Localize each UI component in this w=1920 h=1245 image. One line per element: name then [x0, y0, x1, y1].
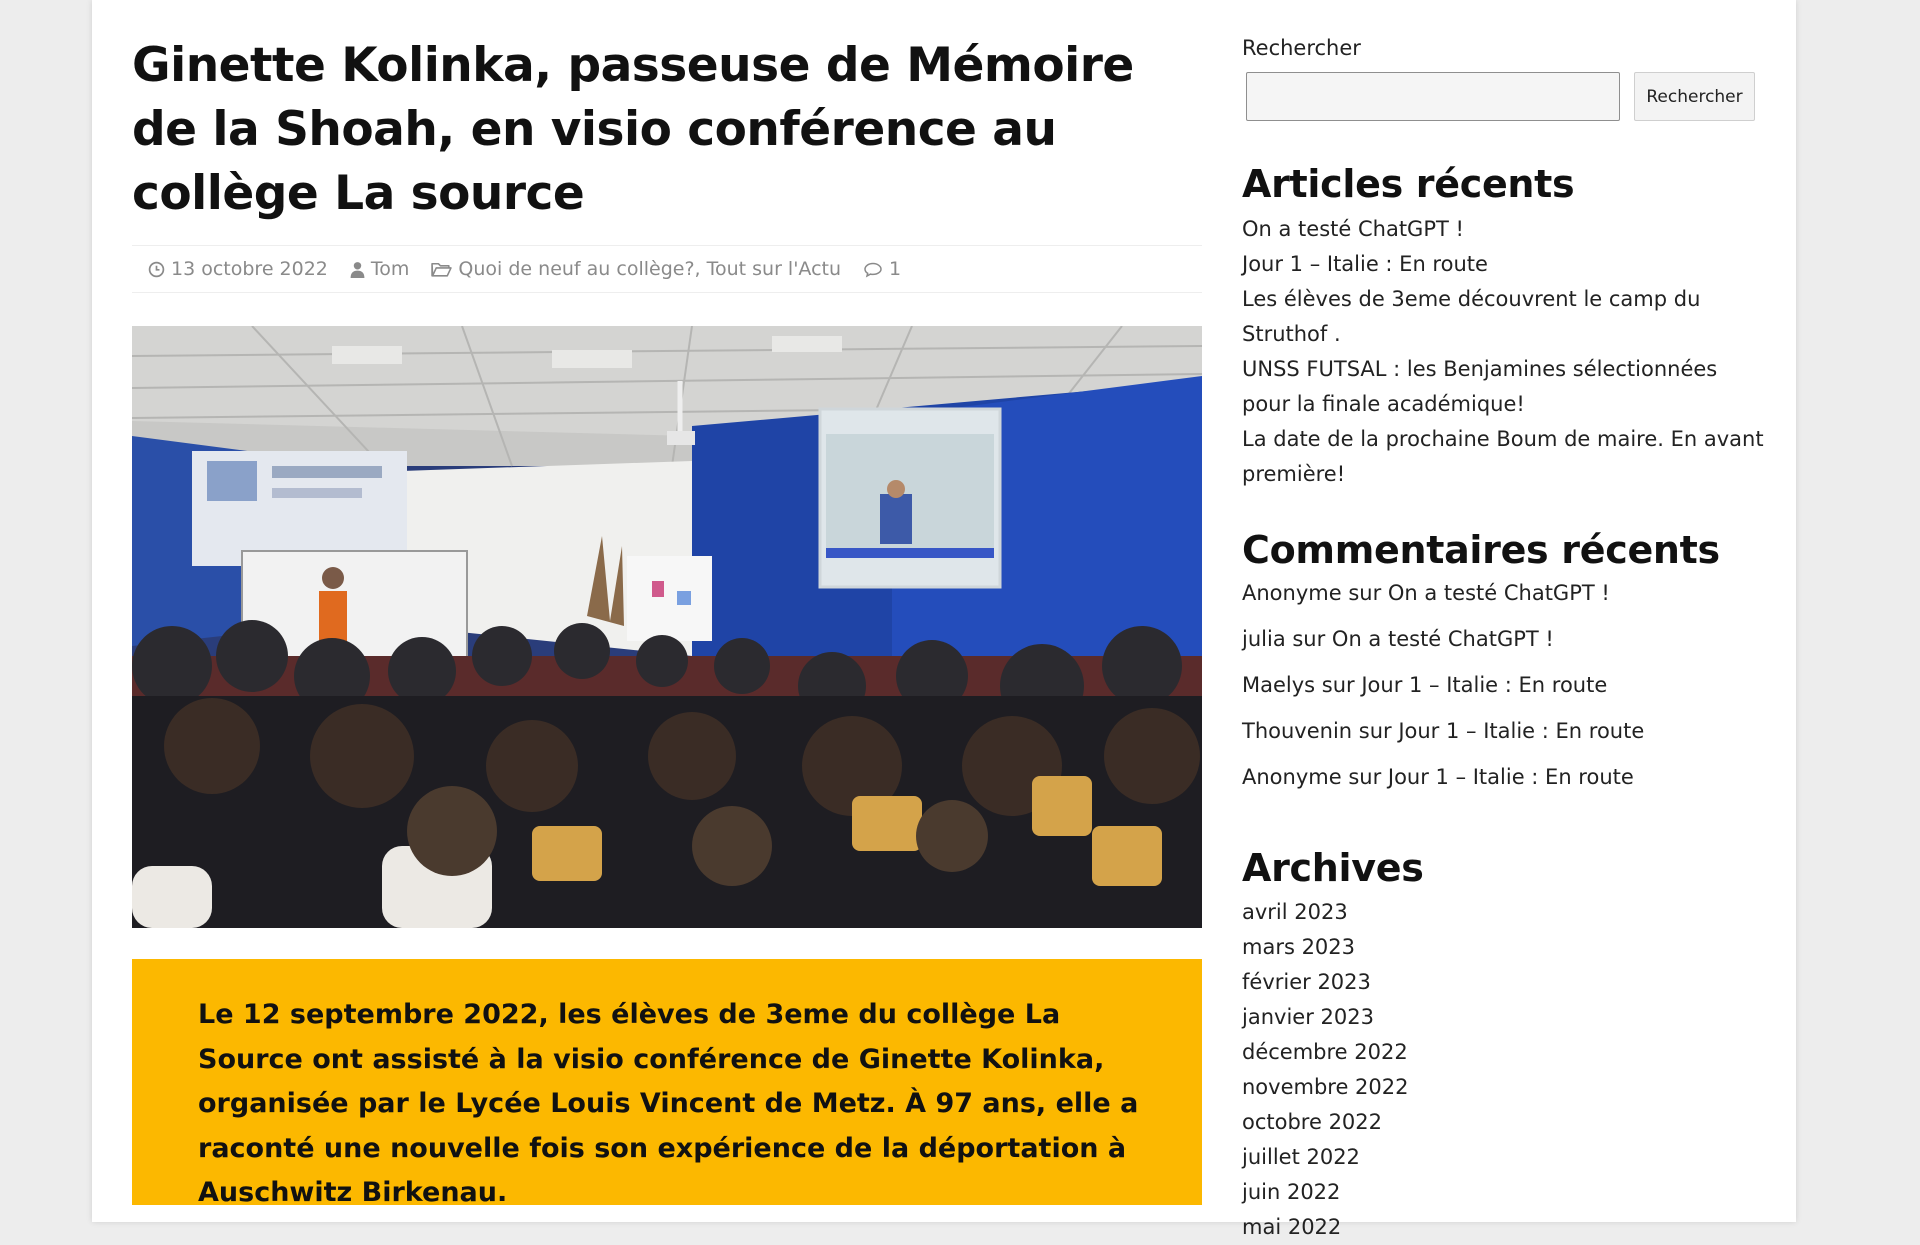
archives-list [1242, 895, 1772, 1245]
post-author[interactable] [350, 258, 410, 280]
featured-image [132, 326, 1202, 928]
recent-post-link[interactable]: On a testé ChatGPT ! [1242, 217, 1464, 241]
comment-icon [863, 261, 883, 278]
post-meta [132, 245, 1202, 293]
archive-link[interactable]: février 2023 [1242, 970, 1371, 994]
clock-icon [148, 261, 165, 278]
post-author-text: Tom [370, 258, 410, 280]
archive-link[interactable]: mai 2022 [1242, 1215, 1342, 1239]
recent-post-link[interactable]: La date de la prochaine Boum de maire. En avant première! [1242, 427, 1764, 486]
folder-icon [431, 261, 452, 278]
recent-posts-title: Articles récents [1242, 162, 1575, 206]
post-categories-text: Quoi de neuf au collège?, Tout sur l'Actu [458, 258, 842, 280]
archive-link[interactable]: avril 2023 [1242, 900, 1348, 924]
archive-link[interactable]: décembre 2022 [1242, 1040, 1408, 1064]
search-button[interactable]: Rechercher [1634, 72, 1755, 121]
post-title: Ginette Kolinka, passeuse de Mémoire de la Shoah, en visio conférence au collège La source [132, 38, 1134, 221]
recent-comment-link[interactable]: Anonyme sur On a testé ChatGPT ! [1242, 581, 1610, 605]
archive-link[interactable]: janvier 2023 [1242, 1005, 1374, 1029]
recent-comment-link[interactable]: Maelys sur Jour 1 – Italie : En route [1242, 673, 1608, 697]
post-callout: Le 12 septembre 2022, les élèves de 3eme du collège La Source ont assisté à la visio conférence de Ginette Kolinka, organisée par le Lycée Louis Vincent de Metz. À 97 ans, elle a raconté une nouvelle fois son expérience de la déportation à Auschwitz Birkenau. [132, 959, 1202, 1205]
archive-link[interactable]: juillet 2022 [1242, 1145, 1360, 1169]
search-label: Rechercher [1242, 36, 1361, 60]
recent-comment-link[interactable]: Anonyme sur Jour 1 – Italie : En route [1242, 765, 1634, 789]
recent-comments-list [1242, 578, 1772, 808]
archive-link[interactable]: octobre 2022 [1242, 1110, 1383, 1134]
recent-post-link[interactable]: Jour 1 – Italie : En route [1242, 252, 1488, 276]
post-categories[interactable] [431, 258, 841, 280]
search-input[interactable] [1246, 72, 1620, 121]
post-date[interactable] [148, 258, 328, 280]
archives-title: Archives [1242, 846, 1424, 890]
recent-posts-list [1242, 212, 1772, 492]
page [92, 0, 1796, 1239]
archive-link[interactable]: juin 2022 [1242, 1180, 1341, 1204]
recent-post-link[interactable]: UNSS FUTSAL : les Benjamines sélectionnées pour la finale académique! [1242, 357, 1718, 416]
recent-comment-link[interactable]: julia sur On a testé ChatGPT ! [1242, 627, 1554, 651]
archive-link[interactable]: mars 2023 [1242, 935, 1356, 959]
recent-comments-title: Commentaires récents [1242, 528, 1720, 572]
post-comments-count: 1 [889, 258, 902, 280]
post-comments-link[interactable] [863, 258, 901, 280]
post-date-text: 13 octobre 2022 [171, 258, 328, 280]
user-icon [350, 261, 365, 278]
archive-link[interactable]: novembre 2022 [1242, 1075, 1409, 1099]
recent-post-link[interactable]: Les élèves de 3eme découvrent le camp du Struthof . [1242, 287, 1701, 346]
recent-comment-link[interactable]: Thouvenin sur Jour 1 – Italie : En route [1242, 719, 1645, 743]
